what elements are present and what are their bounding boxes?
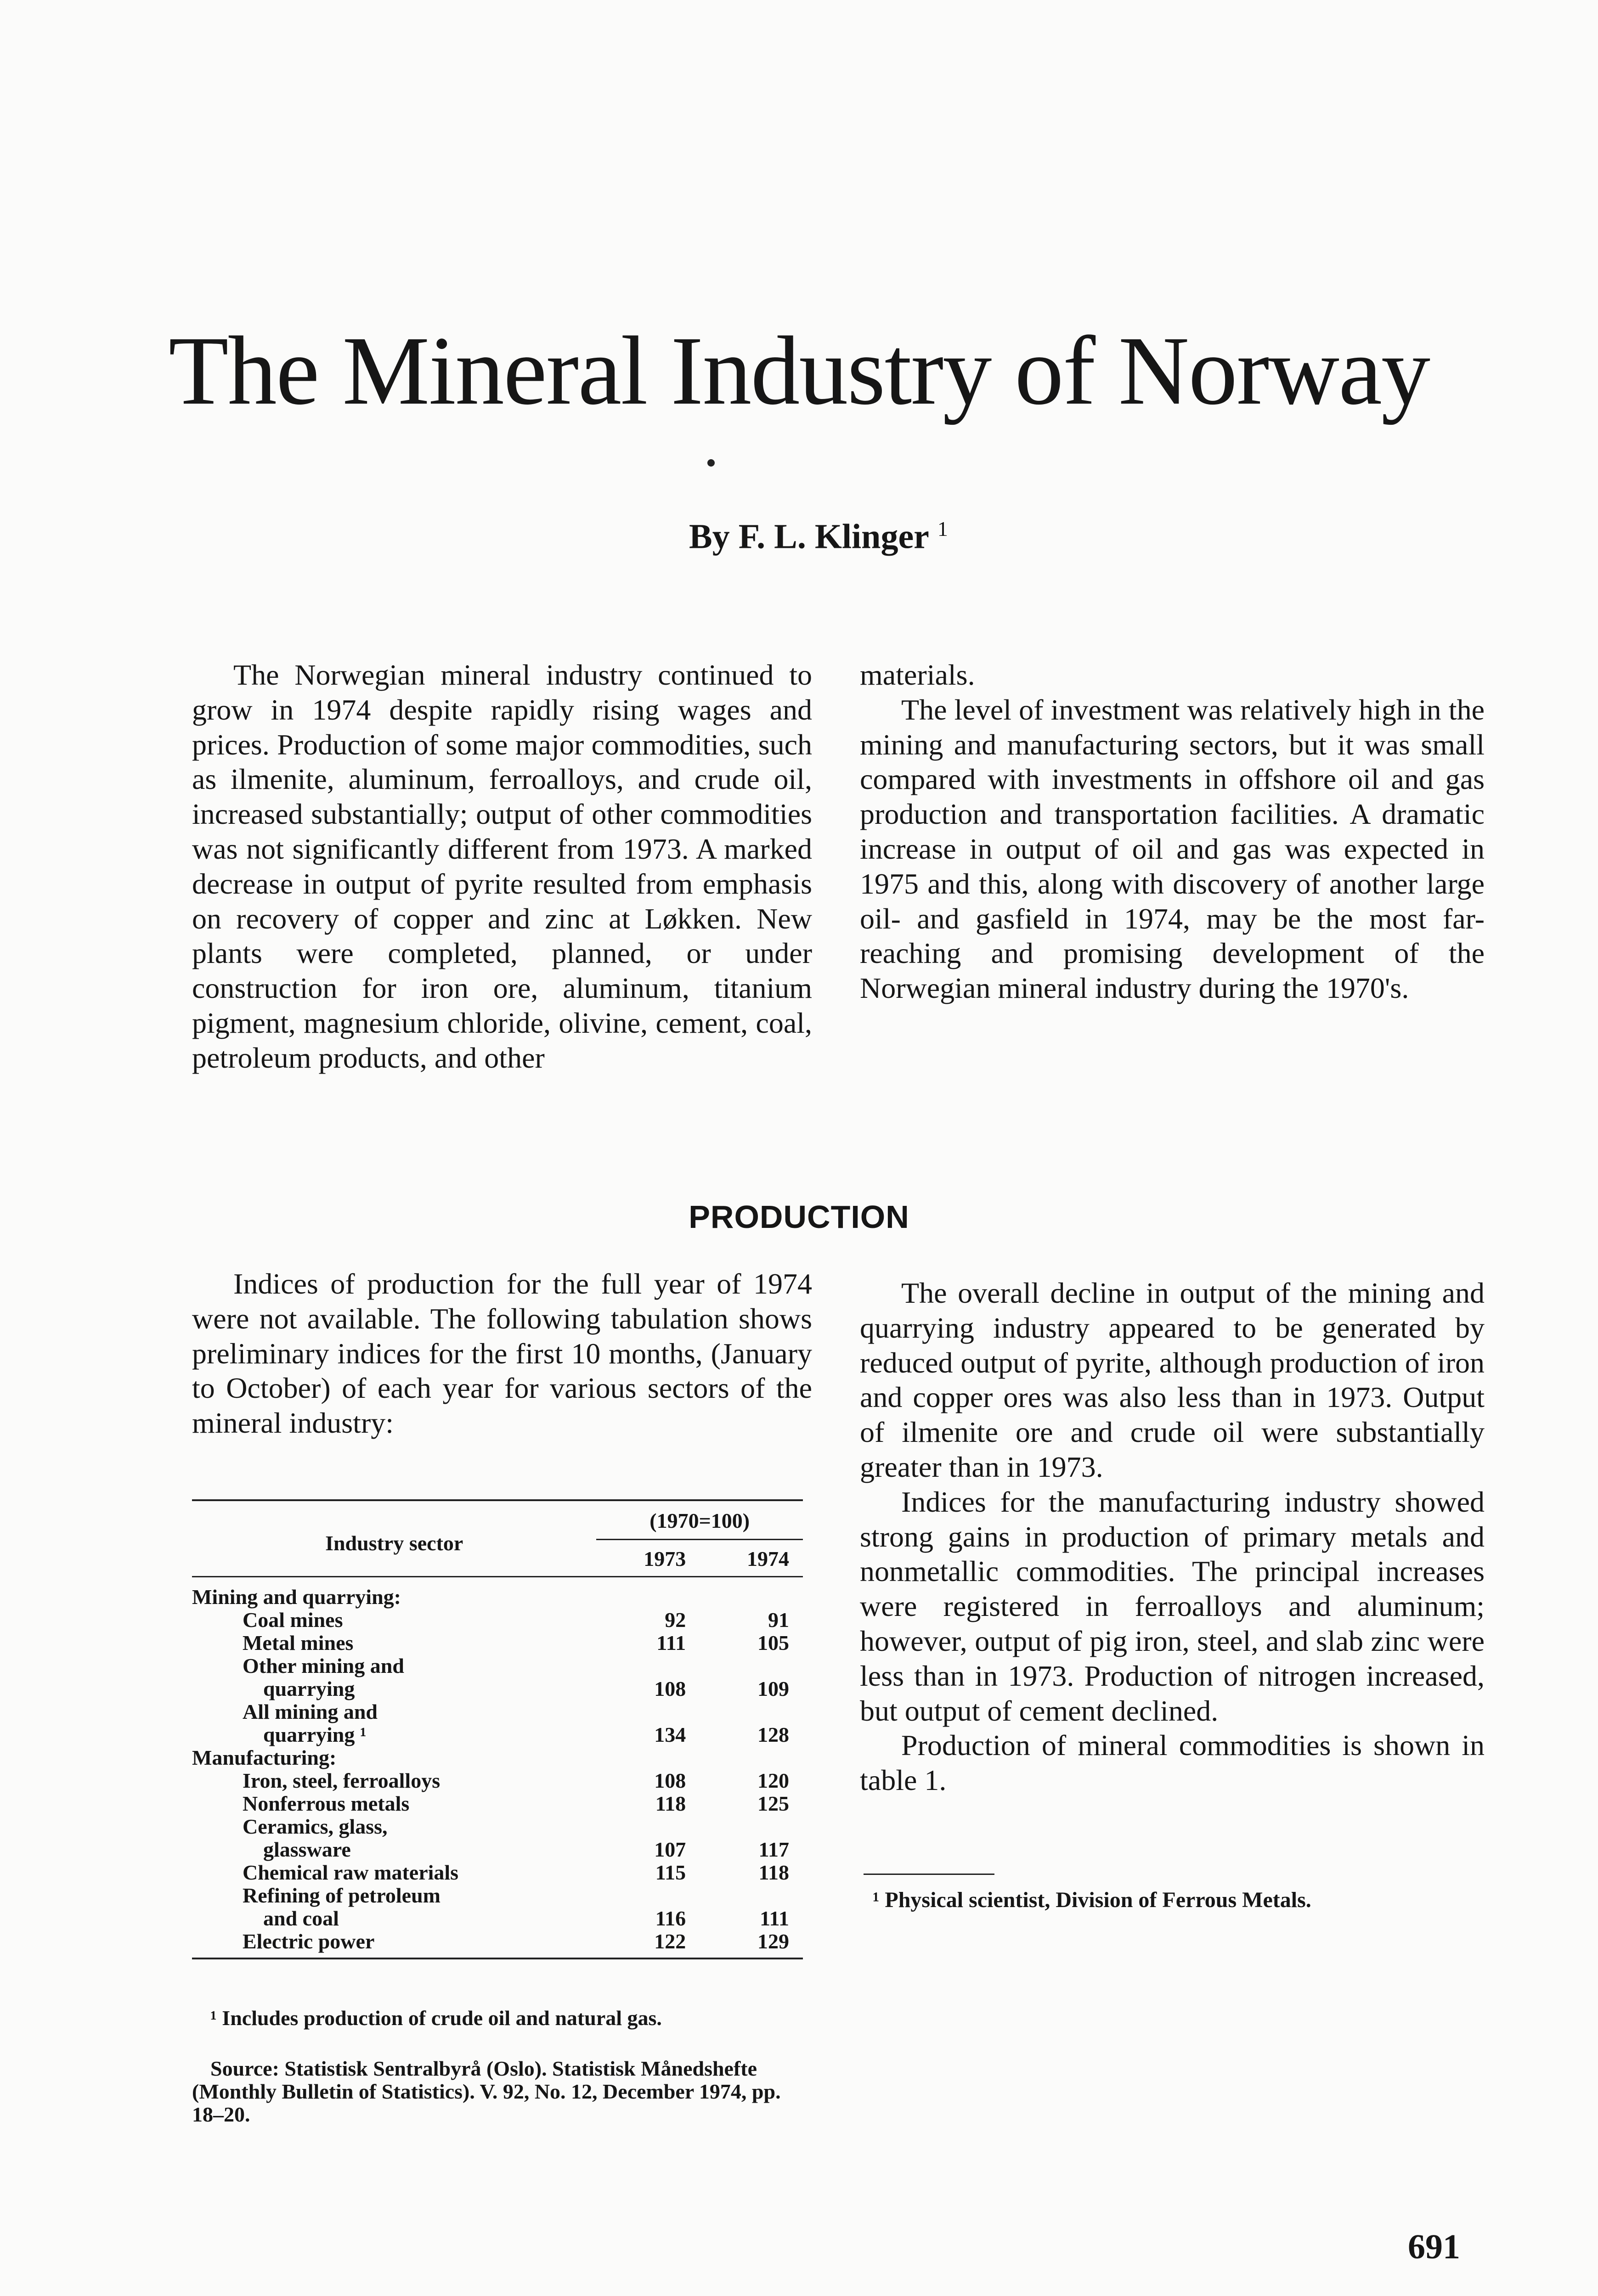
production-paragraph-4: Production of mineral commodities is shown in table 1. bbox=[860, 1729, 1485, 1797]
table-cell-1974 bbox=[700, 1654, 803, 1677]
table-row-label: and coal bbox=[263, 1907, 339, 1930]
table-cell-1974 bbox=[700, 1815, 803, 1838]
section-heading-production: PRODUCTION bbox=[689, 1199, 909, 1235]
production-left-column bbox=[192, 1266, 812, 1441]
table-header-1973: 1973 bbox=[644, 1547, 686, 1570]
table-cell-1974: 91 bbox=[768, 1608, 789, 1632]
table-cell-1974: 111 bbox=[760, 1907, 789, 1930]
table-row bbox=[192, 1677, 803, 1700]
table-cell-1973: 116 bbox=[655, 1907, 686, 1930]
table-row bbox=[192, 1700, 803, 1723]
table-note: ¹ Includes production of crude oil and natural gas. bbox=[210, 2006, 662, 2030]
intro-left-column bbox=[192, 658, 812, 1075]
table-cell-1973 bbox=[596, 1654, 700, 1677]
page-title: The Mineral Industry of Norway bbox=[169, 316, 1429, 425]
table-row-label: Manufacturing: bbox=[192, 1746, 337, 1769]
table-cell-1974: 125 bbox=[757, 1792, 789, 1815]
intro-paragraph-1-end: materials. bbox=[860, 658, 975, 691]
table-row-label: Electric power bbox=[243, 1930, 375, 1953]
table-row-label: glassware bbox=[263, 1838, 351, 1861]
production-paragraph-2: The overall decline in output of the mining and quarrying industry appeared to be generated by reduced output of pyrite, although production of iron and copper ores was also less than in 1973. Output of ilmenite ore and crude oil were substantially greater than in 1973. bbox=[860, 1277, 1485, 1483]
table-row bbox=[192, 1723, 803, 1746]
intro-right-column bbox=[860, 658, 1485, 1006]
table-cell-1973: 122 bbox=[654, 1930, 686, 1953]
table-cell-1974 bbox=[700, 1577, 803, 1609]
table-cell-1973 bbox=[596, 1884, 700, 1907]
intro-paragraph-2: The level of investment was relatively high in the mining and manufacturing sectors, but it was small compared with investments in offshore oil and gas production and transportation facilities. A dramatic increase in output of oil and gas was expected in 1975 and this, along with discovery of another large oil- and gasfield in 1974, may be the most far-reaching and promising development of the Norwegian mineral industry during the 1970's. bbox=[860, 693, 1485, 1005]
table-cell-1974: 120 bbox=[757, 1769, 789, 1792]
table-cell-1973: 115 bbox=[655, 1861, 686, 1884]
byline bbox=[689, 517, 948, 557]
table-row bbox=[192, 1654, 803, 1677]
table-header-base: (1970=100) bbox=[596, 1500, 803, 1540]
table-cell-1974: 105 bbox=[757, 1631, 789, 1654]
table-row-label: Ceramics, glass, bbox=[243, 1815, 388, 1838]
table-cell-1974 bbox=[700, 1746, 803, 1769]
table-cell-1974 bbox=[700, 1884, 803, 1907]
table-header-sector: Industry sector bbox=[325, 1531, 463, 1555]
table-bottom-rule bbox=[192, 1958, 803, 1959]
author-name: By F. L. Klinger bbox=[689, 517, 929, 556]
author-footnote-mark: 1 bbox=[937, 517, 948, 540]
table-row bbox=[192, 1838, 803, 1861]
table-cell-1973: 107 bbox=[654, 1838, 686, 1861]
table-cell-1973 bbox=[596, 1746, 700, 1769]
production-paragraph-1: Indices of production for the full year of 1974 were not available. The following tabulation shows preliminary indices for the first 10 months, (January to October) of each year for various sectors of the mineral industry: bbox=[192, 1267, 812, 1440]
production-right-column bbox=[860, 1276, 1485, 1798]
table-row-label: All mining and bbox=[243, 1700, 378, 1723]
table-row bbox=[192, 1815, 803, 1838]
table-cell-1973 bbox=[596, 1577, 700, 1609]
table-cell-1973: 111 bbox=[656, 1631, 686, 1654]
table-row-label: Mining and quarrying: bbox=[192, 1585, 401, 1609]
table-source: Source: Statistisk Sentralbyrå (Oslo). Statistisk Månedshefte (Monthly Bulletin of Statistics). V. 92, No. 12, December 1974, pp. 18–20. bbox=[192, 2057, 781, 2126]
table-row-label: Chemical raw materials bbox=[243, 1861, 459, 1884]
table-cell-1974: 118 bbox=[758, 1861, 789, 1884]
table-row bbox=[192, 1609, 803, 1632]
table-row bbox=[192, 1907, 803, 1930]
table-cell-1974: 109 bbox=[757, 1677, 789, 1700]
table-row bbox=[192, 1746, 803, 1769]
intro-paragraph-1: The Norwegian mineral industry continued to grow in 1974 despite rapidly rising wages and prices. Production of some major commodities, such as ilmenite, aluminum, ferroalloys, and crude oil, increased substantially; output of other commodities was not significantly different from 1973. A marked decrease in output of pyrite resulted from emphasis on recovery of copper and zinc at Løkken. New plants were completed, planned, or under construction for iron ore, aluminum, titanium pigment, magnesium chloride, olivine, cement, coal, petroleum products, and other bbox=[192, 658, 812, 1074]
table-row-label: quarrying bbox=[263, 1677, 355, 1700]
table-cell-1973: 108 bbox=[654, 1769, 686, 1792]
table-row-label: Coal mines bbox=[243, 1608, 343, 1632]
table-row bbox=[192, 1769, 803, 1792]
table-row-label: Other mining and bbox=[243, 1654, 404, 1677]
table-cell-1973: 134 bbox=[654, 1723, 686, 1746]
table-cell-1974: 129 bbox=[757, 1930, 789, 1953]
table-row bbox=[192, 1577, 803, 1609]
table-row bbox=[192, 1861, 803, 1884]
production-index-table bbox=[192, 1499, 803, 1959]
table-cell-1973: 108 bbox=[654, 1677, 686, 1700]
table-cell-1974 bbox=[700, 1700, 803, 1723]
page-number: 691 bbox=[1408, 2228, 1460, 2266]
table-cell-1973 bbox=[596, 1815, 700, 1838]
table-cell-1973: 118 bbox=[655, 1792, 686, 1815]
table-row-label: Refining of petroleum bbox=[243, 1884, 441, 1907]
table-row bbox=[192, 1930, 803, 1953]
table-cell-1974: 128 bbox=[757, 1723, 789, 1746]
table-row-label: quarrying ¹ bbox=[263, 1723, 367, 1746]
table-header-1974: 1974 bbox=[747, 1547, 789, 1570]
table-cell-1974: 117 bbox=[758, 1838, 789, 1861]
table-cell-1973 bbox=[596, 1700, 700, 1723]
footnote-rule bbox=[864, 1874, 994, 1875]
table-row-label: Metal mines bbox=[243, 1631, 354, 1654]
table-row-label: Iron, steel, ferroalloys bbox=[243, 1769, 440, 1792]
production-paragraph-3: Indices for the manufacturing industry showed strong gains in production of primary metals and nonmetallic commodities. The principal increases were registered in ferroalloys and aluminum; however, output of pig iron, steel, and slab zinc were less than in 1973. Production of nitrogen increased, but output of cement declined. bbox=[860, 1485, 1485, 1727]
author-footnote: ¹ Physical scientist, Division of Ferrous Metals. bbox=[873, 1888, 1311, 1912]
table-row bbox=[192, 1792, 803, 1815]
table-row-label: Nonferrous metals bbox=[243, 1792, 410, 1815]
table-row bbox=[192, 1884, 803, 1907]
table-cell-1973: 92 bbox=[665, 1608, 686, 1632]
ornament-dot bbox=[707, 459, 715, 467]
table-row bbox=[192, 1632, 803, 1654]
